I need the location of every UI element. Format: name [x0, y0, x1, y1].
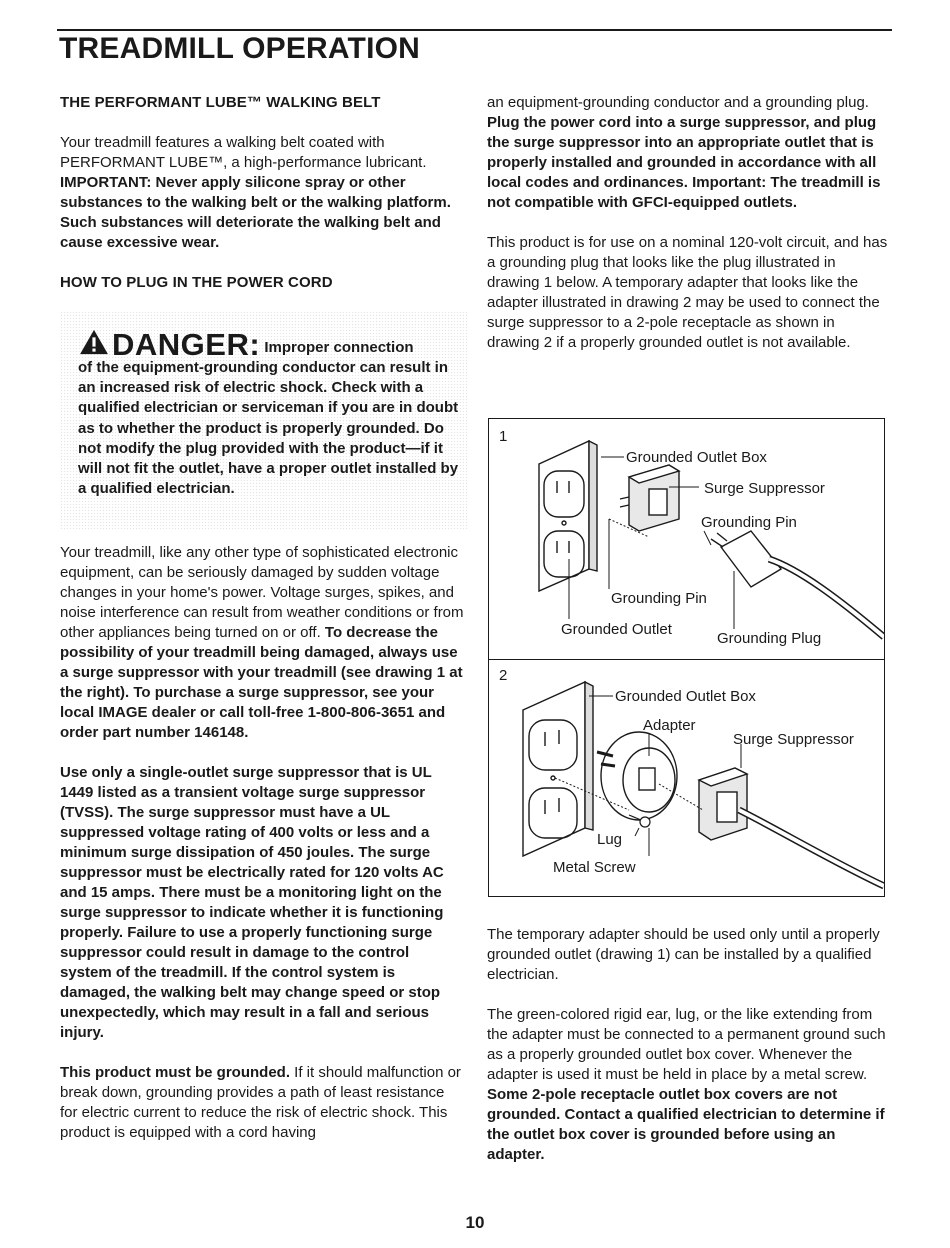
danger-header — [78, 327, 468, 362]
danger-box — [60, 311, 468, 529]
grounding-plug-icon — [711, 531, 884, 637]
green-plain: The green-colored rigid ear, lug, or the like extending from the adapter must be connected to a permanent ground such as a properly grounded outlet box cover. Whenever the adapter is used it must be held in place by a metal screw. — [487, 1006, 886, 1083]
continued-paragraph — [487, 93, 891, 213]
temporary-paragraph: The temporary adapter should be used only until a properly grounded outlet (drawing 1) can be installed by a qualified electrician. — [487, 926, 880, 983]
title-rule — [57, 29, 892, 31]
single-outlet-paragraph: Use only a single-outlet surge suppressor that is UL 1449 listed as a transient voltage surge suppressor (TVSS). The surge suppressor must have a UL suppressed voltage rating of 400 volts or less and a minimum surge dissipation of 450 joules. The surge suppressor must be electrically rated for 120 volts AC and 15 amps. There must be a monitoring light on the surge suppressor to indicate whether it is functioning properly. Failure to use a properly functioning surge suppressor could result in damage to the control system of the treadmill. If the control system is damaged, the walking belt may change speed or stop unexpectedly, which may result in a fall and serious injury. — [60, 764, 444, 1041]
surge-body-bold: To decrease the possibility of your treadmill being damaged, always use a surge suppressor with your treadmill (see drawing 1 at the right). To purchase a surge suppressor, see your local IMAGE dealer or call toll-free 1-800-806-3651 and order part number 146148. — [60, 624, 463, 741]
grounded-paragraph — [60, 1063, 465, 1143]
drawing-1-number: 1 — [499, 428, 508, 445]
label-adapter: Adapter — [643, 717, 696, 734]
plug-heading: HOW TO PLUG IN THE POWER CORD — [60, 274, 333, 291]
right-column-top — [487, 93, 891, 353]
outlet-figure — [488, 418, 885, 897]
danger-text: of the equipment-grounding conductor can result in an increased risk of electric shock. Check with a qualified electrician or serviceman if you are in doubt as to whether the product is properly grounded. Do not modify the plug provided with the product—if it will not fit the outlet, have a proper outlet installed by a qualified electrician. — [78, 359, 459, 498]
grounded-bold: This product must be grounded. — [60, 1064, 290, 1081]
label-grounded-outlet-box-1: Grounded Outlet Box — [626, 449, 767, 466]
label-grounding-pin-right: Grounding Pin — [701, 514, 797, 531]
drawing-1 — [489, 419, 884, 660]
grounded-plain: If it should malfunction or break down, grounding provides a path of least resistance for electric current to reduce the risk of electric shock. This product is equipped with a cord having — [60, 1064, 461, 1141]
label-grounding-pin-center: Grounding Pin — [611, 590, 707, 607]
circuit-paragraph: This product is for use on a nominal 120-volt circuit, and has a grounding plug that looks like the plug illustrated in drawing 1 below. A temporary adapter that looks like the adapter illustrated in drawing 2 may be used to connect the surge suppressor to a 2-pole receptacle as shown in drawing 2 if a properly grounded outlet is not available. — [487, 234, 888, 351]
label-lug: Lug — [597, 831, 623, 848]
surge-body-plain: Your treadmill, like any other type of sophisticated electronic equipment, can be seriously damaged by sudden voltage changes in your home's power. Voltage surges, spikes, and noise interference can result from weather conditions or from other appliances being turned on or off. — [60, 544, 464, 641]
label-grounding-plug: Grounding Plug — [717, 630, 822, 647]
page-title: TREADMILL OPERATION — [59, 32, 421, 65]
green-paragraph — [487, 1005, 891, 1165]
label-metal-screw: Metal Screw — [553, 859, 636, 876]
grounded-outlet-box-icon — [539, 441, 597, 591]
page-number: 10 — [465, 1213, 485, 1232]
lube-paragraph — [60, 133, 465, 253]
label-grounded-outlet: Grounded Outlet — [561, 621, 672, 638]
green-bold: Some 2-pole receptacle outlet box covers are not grounded. Contact a qualified electrician to determine if the outlet box cover is grounded before using an adapter. — [487, 1086, 885, 1163]
adapter-icon — [597, 732, 677, 820]
surge-paragraph — [60, 543, 465, 743]
label-grounded-outlet-box-2: Grounded Outlet Box — [615, 688, 756, 705]
surge-suppressor-icon — [699, 768, 884, 886]
lube-body-plain: Your treadmill features a walking belt coated with PERFORMANT LUBE™, a high-performance lubricant. — [60, 134, 427, 171]
warning-triangle-icon — [78, 329, 110, 355]
danger-lead: Improper connection — [264, 339, 414, 356]
lube-body-warning: IMPORTANT: Never apply silicone spray or other substances to the walking belt or the walking platform. Such substances will deteriorate the walking belt and cause excessive wear. — [60, 174, 451, 251]
danger-word: DANGER: — [112, 327, 261, 362]
surge-suppressor-icon — [620, 465, 679, 531]
grounded-outlet-box-icon — [523, 682, 593, 856]
left-column — [60, 93, 465, 1143]
lube-heading: THE PERFORMANT LUBE™ WALKING BELT — [60, 94, 381, 111]
label-surge-suppressor-1: Surge Suppressor — [704, 480, 825, 497]
drawing-2 — [489, 660, 884, 896]
drawing-2-number: 2 — [499, 667, 508, 684]
label-surge-suppressor-2: Surge Suppressor — [733, 731, 854, 748]
right-column-bottom — [487, 925, 891, 1165]
continued-plain: an equipment-grounding conductor and a grounding plug. — [487, 94, 869, 111]
continued-bold: Plug the power cord into a surge suppressor, and plug the surge suppressor into an appropriate outlet that is properly installed and grounded in accordance with all local codes and ordinances. Important: The treadmill is not compatible with GFCI-equipped outlets. — [487, 114, 881, 211]
